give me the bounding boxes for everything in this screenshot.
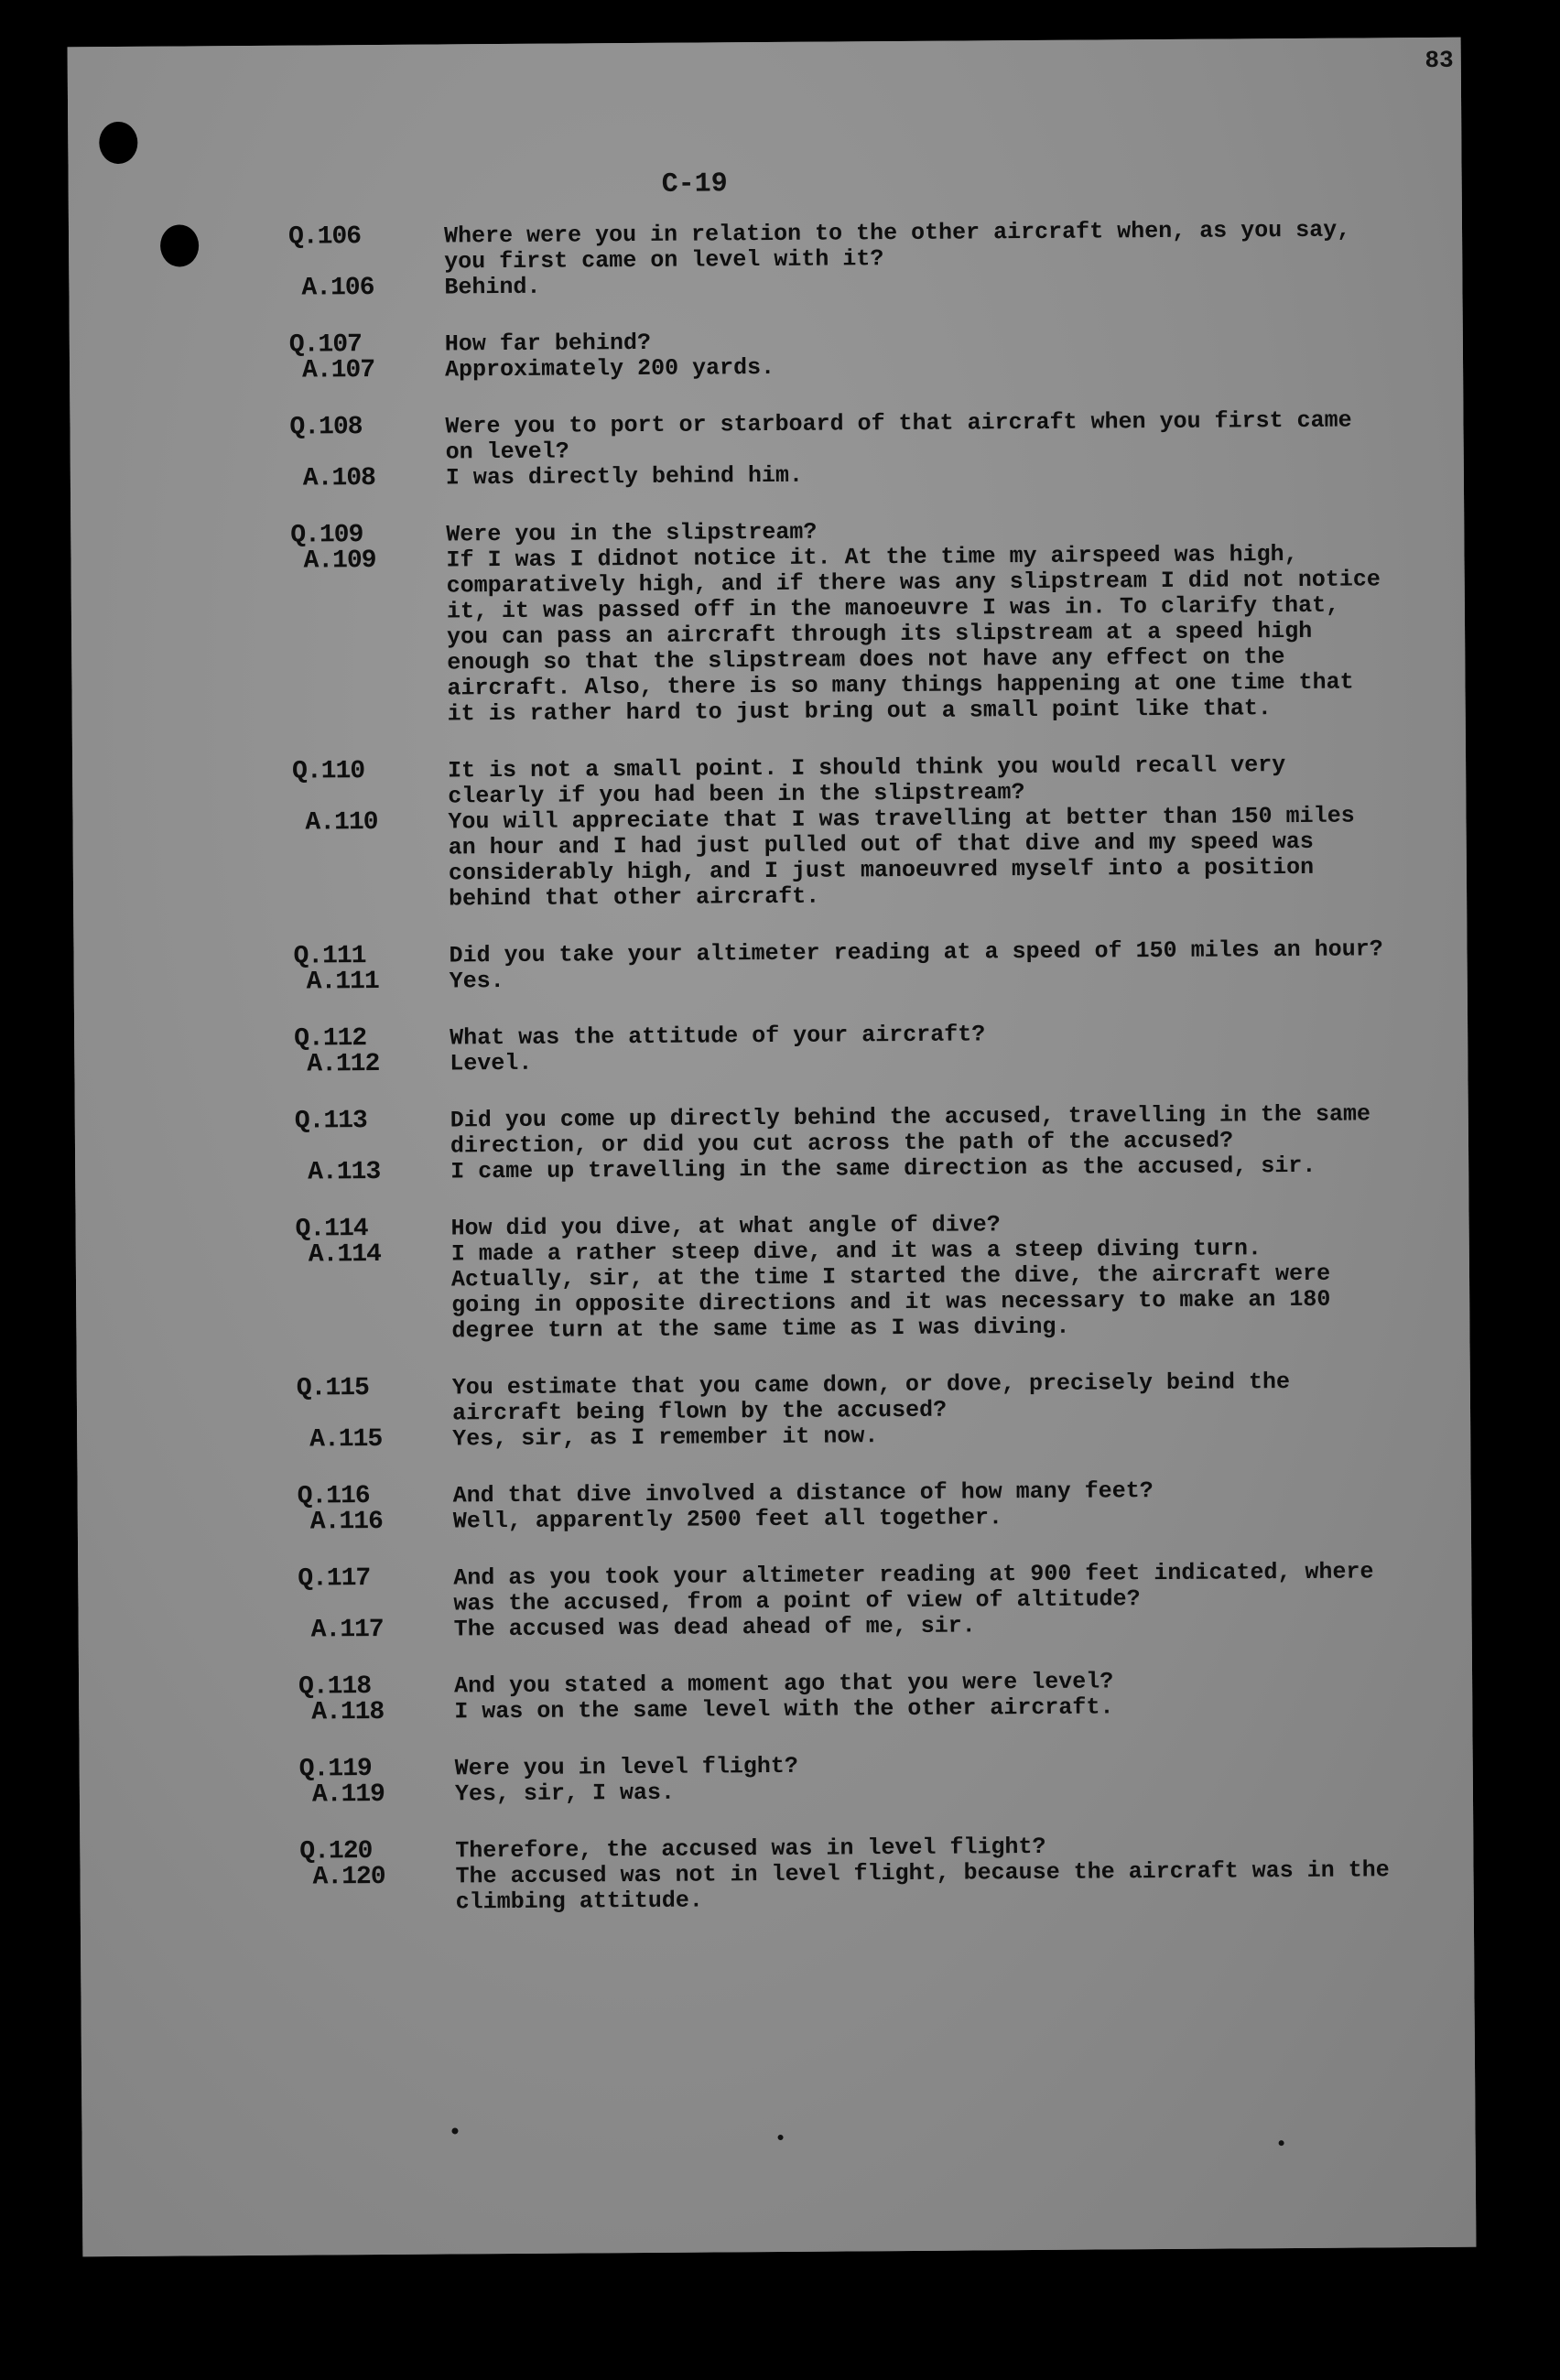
- qa-entry: [296, 1209, 1395, 1345]
- speck-mark: [1279, 2140, 1284, 2146]
- qa-entry: [298, 1559, 1397, 1643]
- answer-label: A.118: [311, 1697, 385, 1727]
- question-row: [297, 1368, 1395, 1427]
- question-text: What was the attitude of your aircraft?: [450, 1021, 986, 1052]
- question-text: Where were you in relation to the other aircraft when, as you say, you first came on level with it?: [443, 216, 1351, 276]
- question-text: How far behind?: [444, 329, 652, 358]
- answer-label: A.112: [307, 1049, 380, 1079]
- answer-text: Approximately 200 yards.: [444, 353, 775, 384]
- question-label: Q.116: [297, 1482, 370, 1511]
- page-number: C-19: [661, 168, 728, 200]
- qa-entry: [293, 936, 1392, 995]
- answer-label: A.113: [308, 1157, 381, 1187]
- question-text: Were you in level flight?: [454, 1752, 798, 1782]
- answer-label: A.115: [309, 1424, 383, 1455]
- speck-mark: [451, 2127, 458, 2134]
- question-label: Q.107: [288, 330, 362, 360]
- document-page: [68, 38, 1477, 2257]
- answer-row: [288, 268, 1387, 301]
- punch-hole: [99, 122, 137, 164]
- answer-label: A.111: [306, 967, 379, 997]
- answer-label: A.108: [302, 464, 376, 493]
- answer-row: [292, 803, 1392, 913]
- punch-hole: [160, 224, 199, 266]
- answer-label: A.120: [312, 1862, 385, 1892]
- qa-entry: [298, 1667, 1397, 1726]
- question-label: Q.117: [298, 1564, 371, 1594]
- question-text: And you stated a moment ago that you were level?: [454, 1668, 1114, 1700]
- question-label: Q.112: [294, 1024, 367, 1054]
- qa-entry: [297, 1368, 1396, 1453]
- qa-entry: [289, 325, 1388, 384]
- qa-list: [288, 217, 1399, 1947]
- answer-text: If I was I didnot notice it. At the time my airspeed was high, comparatively high, and if there was any slipstream I did not notice it, it was passed off in the manoeuvre I was in. To clarify that, you can pass an aircraft through its slipstream at a speed high enough so that the slipstream does not have any effect on the aircraft. Also, there is so many things happening at one time that it is rather hard to just bring out a small point like that.: [446, 540, 1381, 728]
- answer-row: [298, 1610, 1397, 1643]
- answer-label: A.114: [308, 1239, 381, 1270]
- answer-text: Yes, sir, as I remember it now.: [452, 1423, 879, 1453]
- answer-row: [298, 1693, 1397, 1726]
- answer-row: [294, 962, 1392, 995]
- question-label: Q.106: [287, 222, 362, 252]
- answer-row: [290, 541, 1390, 728]
- answer-row: [298, 1502, 1396, 1535]
- answer-label: A.107: [301, 356, 375, 385]
- question-row: [298, 1559, 1396, 1617]
- qa-entry: [299, 1832, 1399, 1916]
- question-text: It is not a small point. I should think you would recall very clearly if you had been in the slipstream?: [448, 752, 1286, 810]
- question-label: Q.119: [298, 1755, 372, 1784]
- question-text: Therefore, the accused was in level flight?: [455, 1833, 1046, 1865]
- answer-text: I was on the same level with the other aircraft.: [454, 1693, 1114, 1726]
- question-text: Did you take your altimeter reading at a speed of 150 miles an hour?: [449, 936, 1383, 969]
- answer-row: [299, 1775, 1398, 1808]
- qa-entry: [288, 217, 1388, 301]
- question-text: And that dive involved a distance of how many feet?: [452, 1477, 1154, 1509]
- question-label: Q.115: [296, 1374, 369, 1403]
- answer-row: [290, 459, 1389, 492]
- question-text: How did you dive, at what angle of dive?: [450, 1211, 1001, 1242]
- answer-label: A.110: [305, 807, 378, 838]
- answer-text: Yes, sir, I was.: [454, 1779, 676, 1808]
- answer-text: The accused was not in level flight, because the aircraft was in the climbing attitude.: [455, 1856, 1390, 1916]
- question-label: Q.118: [298, 1672, 372, 1702]
- answer-text: Behind.: [444, 273, 541, 301]
- question-label: Q.113: [294, 1107, 367, 1136]
- answer-row: [299, 1857, 1398, 1916]
- answer-label: A.119: [311, 1780, 385, 1810]
- answer-label: A.117: [310, 1615, 384, 1645]
- answer-label: A.116: [309, 1507, 383, 1537]
- answer-row: [294, 1044, 1392, 1077]
- answer-label: A.106: [301, 274, 374, 303]
- qa-entry: [298, 1477, 1396, 1535]
- question-label: Q.114: [295, 1215, 368, 1244]
- answer-row: [296, 1235, 1395, 1345]
- question-text: Were you in the slipstream?: [446, 518, 818, 548]
- corner-stamp: 83: [1425, 46, 1454, 74]
- answer-text: I made a rather steep dive, and it was a steep diving turn. Actually, sir, at the time I started the dive, the aircraft were going in opposite directions and it was necessary to make an 180 degree turn at the same time as I was diving.: [450, 1235, 1331, 1345]
- answer-text: I was directly behind him.: [445, 461, 804, 492]
- answer-text: The accused was dead ahead of me, sir.: [453, 1612, 976, 1643]
- question-label: Q.120: [299, 1837, 373, 1866]
- answer-text: Level.: [450, 1049, 533, 1077]
- question-text: Were you to port or starboard of that aircraft when you first came on level?: [445, 406, 1352, 466]
- question-text: Did you come up directly behind the accused, travelling in the same direction, or did you cut across the path of the accused?: [450, 1100, 1371, 1160]
- question-row: [295, 1101, 1393, 1160]
- answer-row: [289, 351, 1388, 384]
- question-label: Q.111: [293, 942, 366, 971]
- answer-text: I came up travelling in the same direction as the accused, sir.: [450, 1152, 1316, 1185]
- qa-entry: [292, 752, 1392, 913]
- answer-text: Well, apparently 2500 feet all together.: [452, 1504, 1003, 1535]
- qa-entry: [294, 1019, 1392, 1077]
- qa-entry: [299, 1749, 1398, 1808]
- answer-label: A.109: [303, 546, 376, 576]
- question-text: And as you took your altimeter reading at 900 feet indicated, where was the accused, from a point of view of altitude?: [453, 1558, 1374, 1617]
- qa-entry: [290, 515, 1391, 728]
- answer-row: [295, 1152, 1393, 1185]
- question-row: [288, 217, 1387, 276]
- qa-entry: [289, 407, 1389, 492]
- answer-text: You will appreciate that I was travelling at better than 150 miles an hour and I had just pulled out of that dive and my speed was considerably high, and I just manoeuvred myself into a position behind that other aircraft.: [448, 802, 1355, 913]
- speck-mark: [778, 2135, 784, 2140]
- answer-text: Yes.: [449, 968, 504, 995]
- question-label: Q.109: [290, 521, 363, 550]
- question-row: [289, 407, 1388, 466]
- answer-row: [297, 1420, 1395, 1453]
- qa-entry: [295, 1101, 1394, 1185]
- question-label: Q.108: [289, 413, 363, 442]
- question-text: You estimate that you came down, or dove, precisely beind the aircraft being flown by the accused?: [451, 1368, 1291, 1427]
- question-label: Q.110: [292, 757, 365, 786]
- question-row: [292, 752, 1391, 810]
